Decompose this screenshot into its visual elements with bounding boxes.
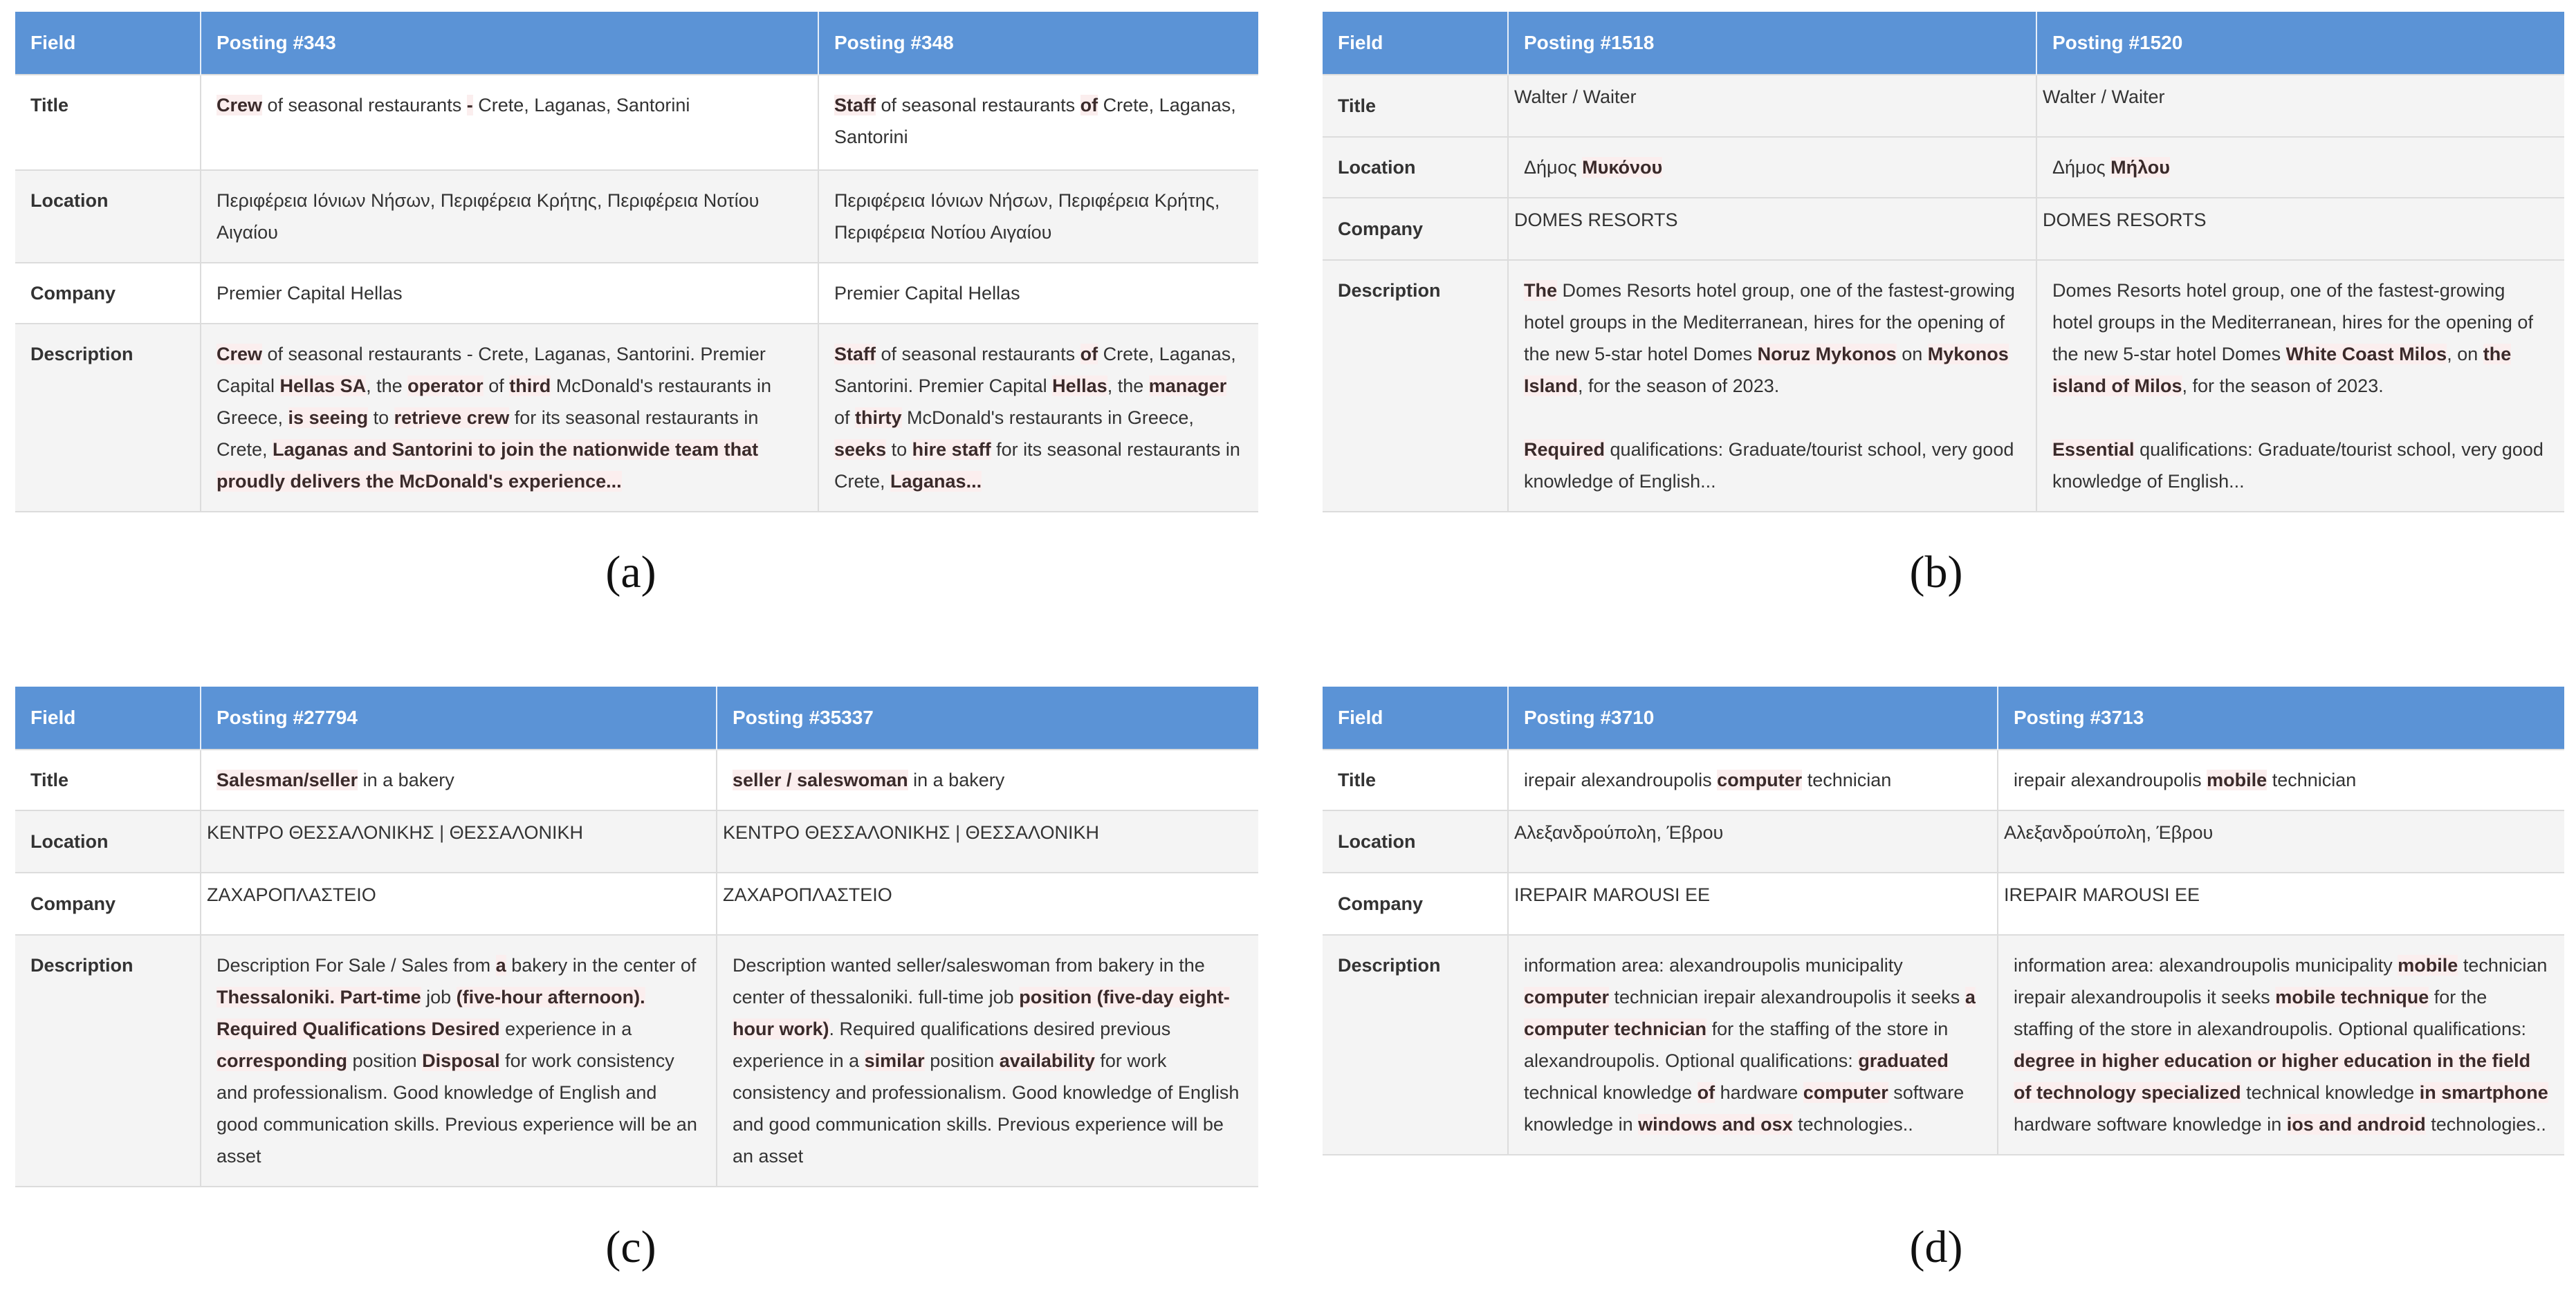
field-label: Location	[15, 810, 201, 873]
header-field: Field	[15, 12, 201, 75]
cell-posting-2: seller / saleswoman in a bakery	[717, 750, 1258, 810]
header-field: Field	[15, 687, 201, 750]
cell-posting-1: information area: alexandroupolis municipality computer technician irepair alexandroupolis it seeks a computer technician for the staffing of the store in alexandroupolis. Optional qualifications: graduated technical knowledge of hardware computer software knowledge in windows and osx technologies..	[1508, 935, 1998, 1155]
table-c	[15, 687, 1258, 1187]
cell-posting-1: DOMES RESORTS	[1508, 198, 2036, 260]
field-label: Description	[15, 935, 201, 1187]
table-row	[15, 810, 1258, 873]
cell-posting-1: The Domes Resorts hotel group, one of the fastest-growing hotel groups in the Mediterranean, hires for the opening of the new 5-star hotel Domes Noruz Mykonos on Mykonos Island, for the season of 2023. Required qualifications: Graduate/tourist school, very good knowledge of English...	[1508, 260, 2036, 512]
field-label: Company	[15, 873, 201, 935]
table-row	[15, 873, 1258, 935]
header-field: Field	[1323, 687, 1508, 750]
table-row	[1323, 260, 2564, 512]
cell-posting-1: ΚΕΝΤΡΟ ΘΕΣΣΑΛΟΝΙΚΗΣ | ΘΕΣΣΑΛΟΝΙΚΗ	[201, 810, 717, 873]
cell-posting-1: Salesman/seller in a bakery	[201, 750, 717, 810]
caption-d: (d)	[1909, 1222, 1963, 1272]
field-label: Title	[15, 75, 201, 170]
table-d	[1323, 687, 2564, 1155]
cell-posting-1: Περιφέρεια Ιόνιων Νήσων, Περιφέρεια Κρήτης, Περιφέρεια Νοτίου Αιγαίου	[201, 170, 818, 263]
header-posting-2: Posting #1520	[2036, 12, 2564, 75]
cell-posting-1: Crew of seasonal restaurants - Crete, Laganas, Santorini	[201, 75, 818, 170]
cell-posting-1: Αλεξανδρούπολη, Έβρου	[1508, 810, 1998, 873]
field-label: Company	[1323, 873, 1508, 935]
table-row	[15, 935, 1258, 1187]
field-label: Title	[1323, 75, 1508, 137]
table-row	[1323, 198, 2564, 260]
table-a	[15, 12, 1258, 512]
caption-b: (b)	[1909, 547, 1963, 597]
header-posting-2: Posting #3713	[1998, 687, 2564, 750]
table-row	[15, 324, 1258, 512]
cell-posting-2: ΚΕΝΤΡΟ ΘΕΣΣΑΛΟΝΙΚΗΣ | ΘΕΣΣΑΛΟΝΙΚΗ	[717, 810, 1258, 873]
header-posting-1: Posting #1518	[1508, 12, 2036, 75]
header-posting-1: Posting #3710	[1508, 687, 1998, 750]
field-label: Company	[15, 263, 201, 324]
cell-posting-1: Δήμος Μυκόνου	[1508, 137, 2036, 198]
table-row	[1323, 873, 2564, 935]
table-b	[1323, 12, 2564, 512]
field-label: Description	[1323, 935, 1508, 1155]
header-posting-2: Posting #35337	[717, 687, 1258, 750]
cell-posting-1: Walter / Waiter	[1508, 75, 2036, 137]
cell-posting-2: information area: alexandroupolis municipality mobile technician irepair alexandroupolis it seeks mobile technique for the staffing of the store in alexandroupolis. Optional qualifications: degree in higher education or higher education in the field of technology specialized technical knowledge in smartphone hardware software knowledge in ios and android technologies..	[1998, 935, 2564, 1155]
header-posting-1: Posting #343	[201, 12, 818, 75]
field-label: Company	[1323, 198, 1508, 260]
header-posting-1: Posting #27794	[201, 687, 717, 750]
cell-posting-2: Description wanted seller/saleswoman from bakery in the center of thessaloniki. full-time job position (five-day eight-hour work). Required qualifications desired previous experience in a similar position availability for work consistency and professionalism. Good knowledge of English and good communication skills. Previous experience will be an asset	[717, 935, 1258, 1187]
cell-posting-1: ΖΑΧΑΡΟΠΛΑΣΤΕΙΟ	[201, 873, 717, 935]
header-field: Field	[1323, 12, 1508, 75]
cell-posting-2: Premier Capital Hellas	[818, 263, 1258, 324]
table-row	[1323, 137, 2564, 198]
field-label: Description	[1323, 260, 1508, 512]
table-row	[1323, 810, 2564, 873]
cell-posting-2: irepair alexandroupolis mobile technician	[1998, 750, 2564, 810]
cell-posting-2: Περιφέρεια Ιόνιων Νήσων, Περιφέρεια Κρήτης, Περιφέρεια Νοτίου Αιγαίου	[818, 170, 1258, 263]
table-row	[15, 263, 1258, 324]
cell-posting-1: IREPAIR MAROUSI EE	[1508, 873, 1998, 935]
table-row	[15, 75, 1258, 170]
field-label: Title	[1323, 750, 1508, 810]
cell-posting-2: Walter / Waiter	[2036, 75, 2564, 137]
table-row	[1323, 75, 2564, 137]
field-label: Location	[15, 170, 201, 263]
table-row	[1323, 935, 2564, 1155]
cell-posting-1: Premier Capital Hellas	[201, 263, 818, 324]
field-label: Location	[1323, 137, 1508, 198]
cell-posting-1: Description For Sale / Sales from a bakery in the center of Thessaloniki. Part-time job (five-hour afternoon). Required Qualifications Desired experience in a corresponding position Disposal for work consistency and professionalism. Good knowledge of English and good communication skills. Previous experience will be an asset	[201, 935, 717, 1187]
table-row	[15, 170, 1258, 263]
cell-posting-2: Staff of seasonal restaurants of Crete, Laganas, Santorini. Premier Capital Hellas, the manager of thirty McDonald's restaurants in Greece, seeks to hire staff for its seasonal restaurants in Crete, Laganas...	[818, 324, 1258, 512]
cell-posting-2: IREPAIR MAROUSI EE	[1998, 873, 2564, 935]
cell-posting-1: irepair alexandroupolis computer technician	[1508, 750, 1998, 810]
cell-posting-2: Staff of seasonal restaurants of Crete, Laganas, Santorini	[818, 75, 1258, 170]
cell-posting-2: Αλεξανδρούπολη, Έβρου	[1998, 810, 2564, 873]
field-label: Location	[1323, 810, 1508, 873]
table-row	[15, 750, 1258, 810]
cell-posting-2: Domes Resorts hotel group, one of the fastest-growing hotel groups in the Mediterranean, hires for the opening of the new 5-star hotel Domes White Coast Milos, on the island of Milos, for the season of 2023. Essential qualifications: Graduate/tourist school, very good knowledge of English...	[2036, 260, 2564, 512]
table-row	[1323, 750, 2564, 810]
field-label: Title	[15, 750, 201, 810]
cell-posting-2: ΖΑΧΑΡΟΠΛΑΣΤΕΙΟ	[717, 873, 1258, 935]
cell-posting-1: Crew of seasonal restaurants - Crete, Laganas, Santorini. Premier Capital Hellas SA, the operator of third McDonald's restaurants in Greece, is seeing to retrieve crew for its seasonal restaurants in Crete, Laganas and Santorini to join the nationwide team that proudly delivers the McDonald's experience...	[201, 324, 818, 512]
header-posting-2: Posting #348	[818, 12, 1258, 75]
field-label: Description	[15, 324, 201, 512]
cell-posting-2: Δήμος Μήλου	[2036, 137, 2564, 198]
caption-c: (c)	[605, 1222, 656, 1272]
caption-a: (a)	[605, 547, 656, 597]
cell-posting-2: DOMES RESORTS	[2036, 198, 2564, 260]
